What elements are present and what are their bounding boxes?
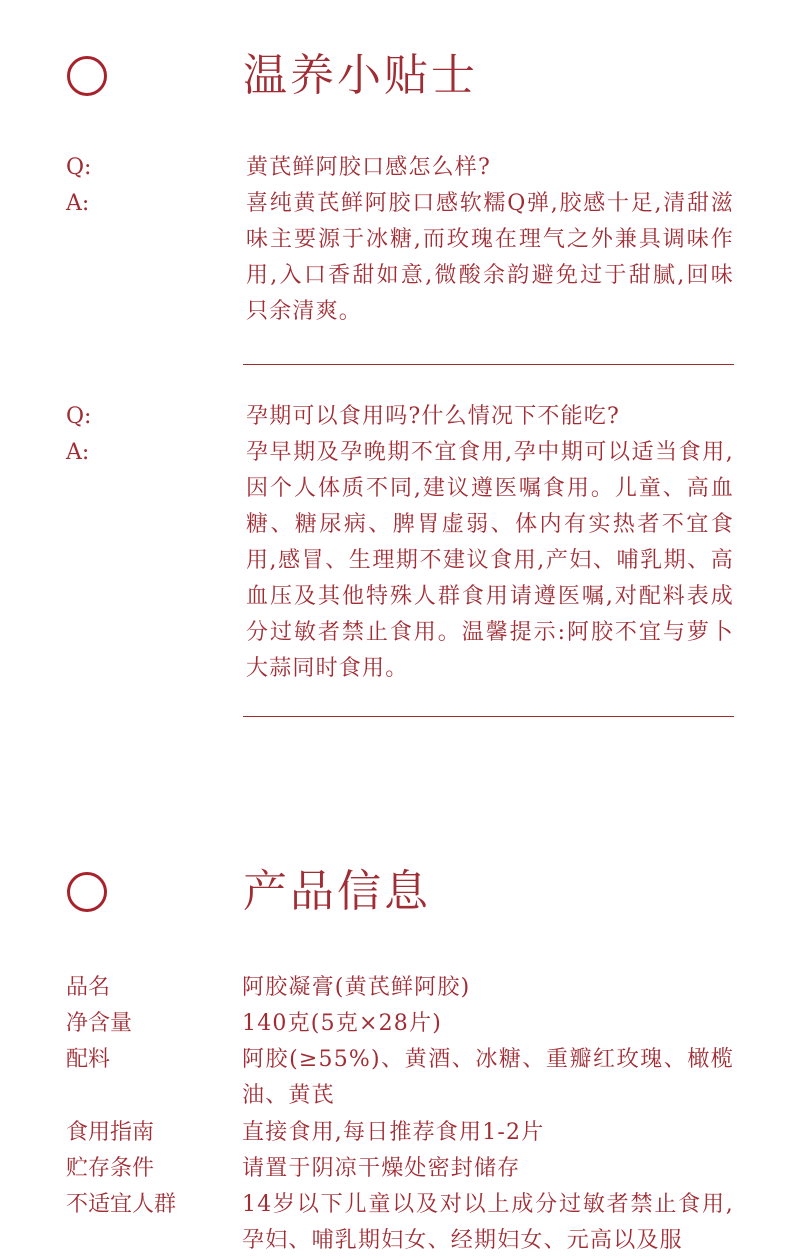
info-row-name — [0, 970, 800, 1006]
info-value: 140克(5克×28片) — [242, 1011, 442, 1036]
question-text: 黄芪鲜阿胶口感怎么样? — [246, 155, 491, 180]
circle-marker-icon — [67, 56, 107, 96]
info-row-usage — [0, 1115, 800, 1151]
info-key: 配料 — [66, 1047, 111, 1072]
info-row-storage — [0, 1151, 800, 1187]
info-value: 阿胶凝膏(黄芪鲜阿胶) — [242, 975, 471, 1000]
info-row-ingredients — [0, 1042, 800, 1114]
circle-marker-icon — [67, 872, 107, 912]
info-value: 请置于阴凉干燥处密封储存 — [242, 1156, 521, 1181]
divider — [243, 716, 734, 717]
answer-label: A: — [66, 191, 90, 216]
question-label: Q: — [66, 404, 92, 429]
info-row-unsuitable — [0, 1187, 800, 1253]
answer-text: 喜纯黄芪鲜阿胶口感软糯Q弹,胶感十足,清甜滋味主要源于冰糖,而玫瑰在理气之外兼具调味作用,入口香甜如意,微酸余韵避免过于甜腻,回味只余清爽。 — [246, 191, 734, 324]
info-key: 贮存条件 — [66, 1156, 155, 1181]
info-key: 净含量 — [66, 1011, 133, 1036]
info-value: 直接食用,每日推荐食用1-2片 — [242, 1120, 545, 1145]
product-section-title: 产品信息 — [243, 866, 431, 917]
answer-label: A: — [66, 440, 90, 465]
info-key: 不适宜人群 — [66, 1192, 177, 1217]
divider — [243, 364, 734, 365]
question-label: Q: — [66, 155, 92, 180]
info-key: 品名 — [66, 975, 111, 1000]
info-row-net-weight — [0, 1006, 800, 1042]
tips-section-title: 温养小贴士 — [243, 50, 478, 101]
question-text: 孕期可以食用吗?什么情况下不能吃? — [246, 404, 620, 429]
answer-text: 孕早期及孕晚期不宜食用,孕中期可以适当食用,因个人体质不同,建议遵医嘱食用。儿童、高血糖、糖尿病、脾胃虚弱、体内有实热者不宜食用,感冒、生理期不建议食用,产妇、哺乳期、高血压及其他特殊人群食用请遵医嘱,对配料表成分过敏者禁止食用。温馨提示:阿胶不宜与萝卜大蒜同时食用。 — [246, 440, 734, 681]
info-key: 食用指南 — [66, 1120, 155, 1145]
info-value: 14岁以下儿童以及对以上成分过敏者禁止食用,孕妇、哺乳期妇女、经期妇女、元高以及服 — [242, 1192, 734, 1253]
info-value: 阿胶(≥55%)、黄酒、冰糖、重瓣红玫瑰、橄榄油、黄芪 — [242, 1047, 734, 1108]
